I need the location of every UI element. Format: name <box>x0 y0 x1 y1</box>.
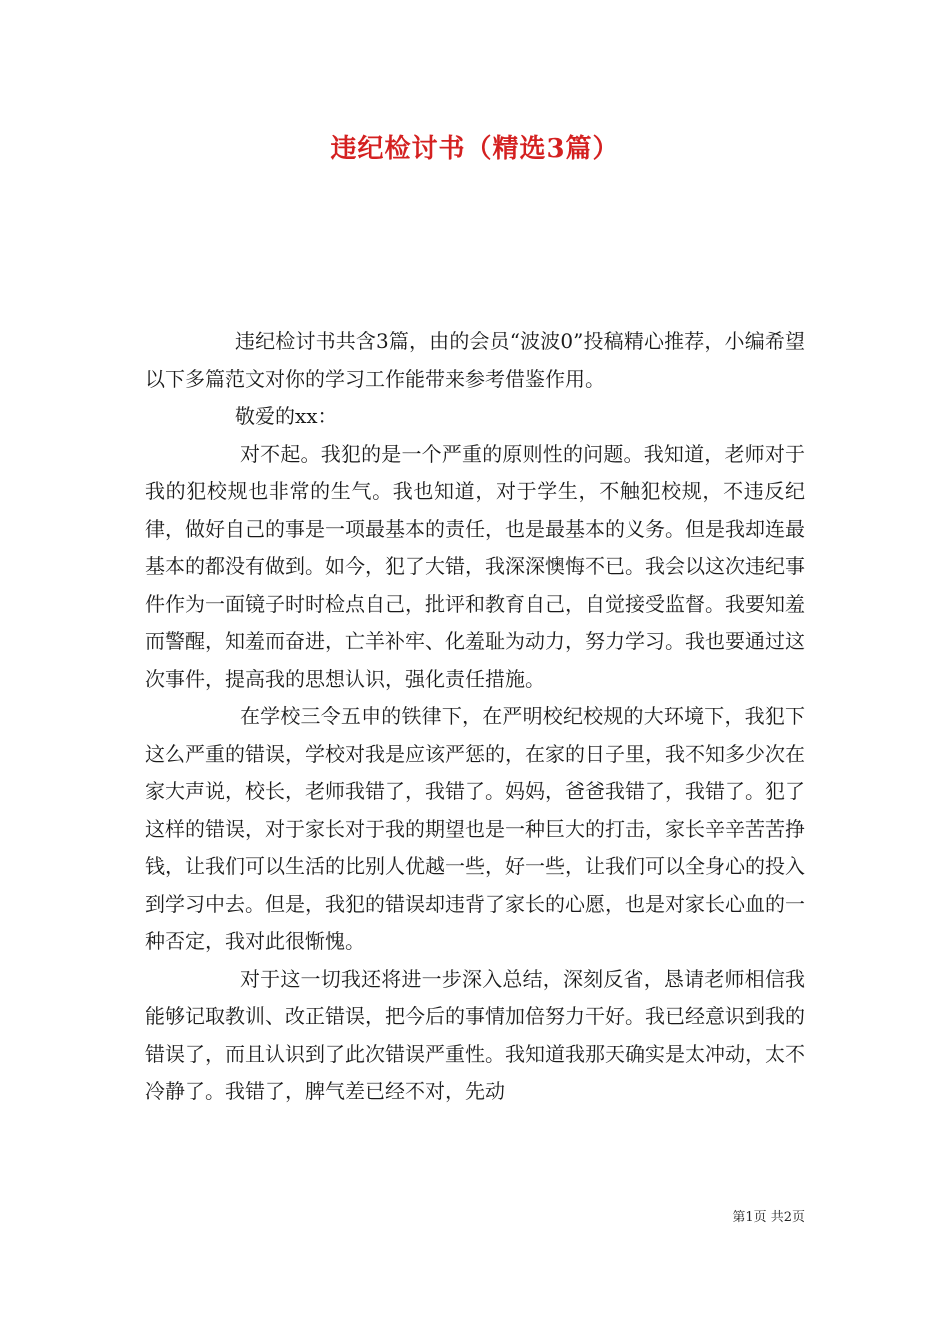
document-title: 违纪检讨书（精选3篇） <box>330 134 620 164</box>
intro-paragraph: 违纪检讨书共含3篇，由的会员“波波0”投稿精心推荐，小编希望以下多篇范文对你的学习工作能带来参考借鉴作用。 <box>145 329 805 391</box>
body-paragraph-1: 对不起。我犯的是一个严重的原则性的问题。我知道，老师对于我的犯校规也非常的生气。我也知道，对于学生，不触犯校规，不违反纪律，做好自己的事是一项最基本的责任，也是最基本的义务。但是我却连最基本的都没有做到。如今，犯了大错，我深深懊悔不已。我会以这次违纪事件作为一面镜子时时检点自己，批评和教育自己，自觉接受监督。我要知羞而警醒，知羞而奋进，亡羊补牢、化羞耻为动力，努力学习。我也要通过这次事件，提高我的思想认识，强化责任措施。 <box>145 441 805 691</box>
body-paragraph-3: 对于这一切我还将进一步深入总结，深刻反省，恳请老师相信我能够记取教训、改正错误，把今后的事情加倍努力干好。我已经意识到我的错误了，而且认识到了此次错误严重性。我知道我那天确实是太冲动，太不冷静了。我错了，脾气差已经不对，先动 <box>145 966 805 1103</box>
salutation: 敬爱的xx： <box>235 404 338 428</box>
body-paragraph-2: 在学校三令五申的铁律下，在严明校纪校规的大环境下，我犯下这么严重的错误，学校对我是应该严惩的，在家的日子里，我不知多少次在家大声说，校长，老师我错了，我错了。妈妈，爸爸我错了，我错了。犯了这样的错误，对于家长对于我的期望也是一种巨大的打击，家长辛辛苦苦挣钱，让我们可以生活的比别人优越一些，好一些，让我们可以全身心的投入到学习中去。但是，我犯的错误却违背了家长的心愿，也是对家长心血的一种否定，我对此很惭愧。 <box>145 704 805 953</box>
page-footer: 第1页 共2页 <box>732 1210 805 1225</box>
document-body <box>145 323 805 1111</box>
